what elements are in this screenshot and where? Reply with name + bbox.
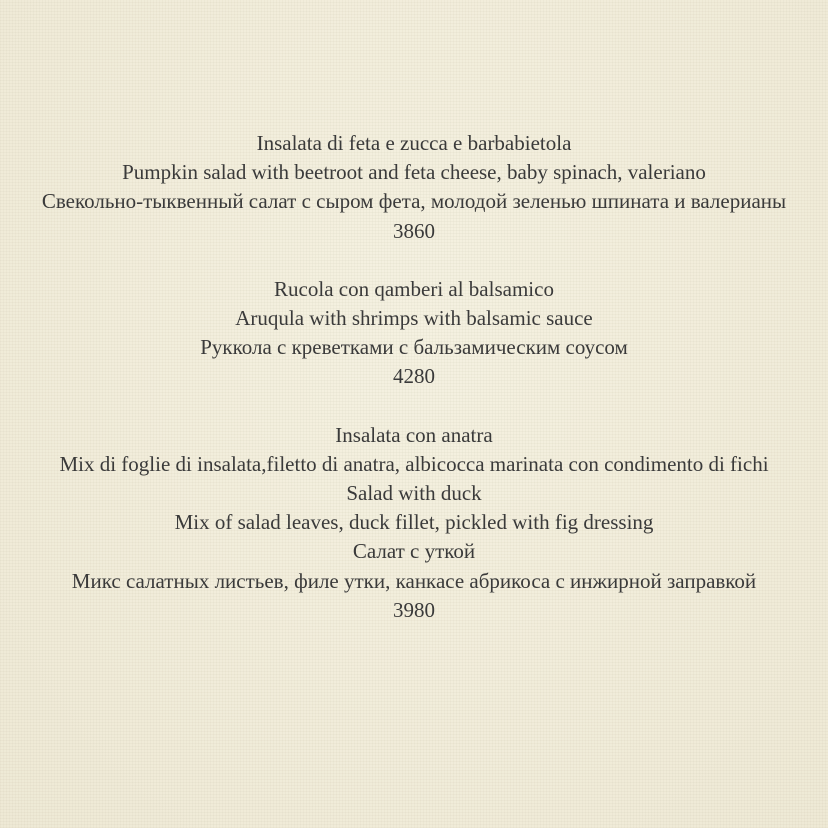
dish-price: 3980	[393, 597, 435, 622]
menu-list	[0, 129, 828, 625]
dish-name-italian: Insalata con anatra	[335, 422, 493, 447]
dish-name-italian: Rucola con qamberi al balsamico	[274, 276, 554, 301]
dish-name-english: Aruqula with shrimps with balsamic sauce	[235, 306, 593, 331]
dish-description-italian: Mix di foglie di insalata,filetto di anatra, albicocca marinata con condimento di fichi	[59, 451, 769, 476]
dish-name-english: Pumpkin salad with beetroot and feta cheese, baby spinach, valeriano	[122, 160, 706, 185]
dish-price: 4280	[393, 364, 435, 389]
menu-item-feta-pumpkin-salad	[0, 129, 828, 246]
dish-name-russian: Руккола с креветками с бальзамическим соусом	[200, 335, 628, 360]
dish-name-russian: Свекольно-тыквенный салат с сыром фета, молодой зеленью шпината и валерианы	[41, 189, 787, 214]
menu-item-arugula-shrimp	[0, 275, 828, 392]
menu-item-duck-salad	[0, 421, 828, 625]
dish-description-english: Mix of salad leaves, duck fillet, pickled with fig dressing	[174, 510, 654, 535]
dish-price: 3860	[393, 218, 435, 243]
dish-name-english: Salad with duck	[346, 481, 482, 506]
dish-description-russian: Микс салатных листьев, филе утки, канкасе абрикоса с инжирной заправкой	[71, 568, 757, 593]
dish-name-italian: Insalata di feta e zucca e barbabietola	[256, 131, 572, 155]
dish-name-russian: Салат с уткой	[352, 539, 476, 564]
